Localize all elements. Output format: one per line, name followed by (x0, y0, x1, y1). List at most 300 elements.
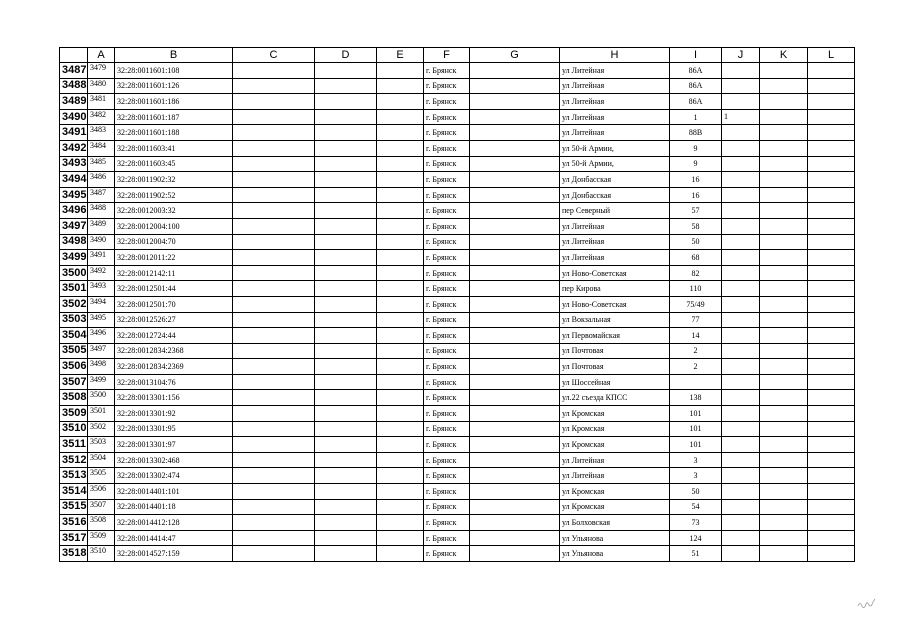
cell-j[interactable] (722, 203, 760, 219)
cell-f-city[interactable]: г. Брянск (424, 94, 470, 110)
row-number-cell[interactable]: 3518 (60, 546, 88, 562)
cell-d[interactable] (315, 203, 377, 219)
cell-e[interactable] (377, 78, 424, 94)
cell-c[interactable] (233, 437, 315, 453)
row-number-cell[interactable]: 3488 (60, 78, 88, 94)
cell-i-house-number[interactable]: 101 (670, 437, 722, 453)
cell-j[interactable] (722, 109, 760, 125)
cell-h-street[interactable]: ул Донбасская (560, 172, 670, 188)
cell-f-city[interactable]: г. Брянск (424, 218, 470, 234)
cell-j[interactable] (722, 125, 760, 141)
cell-e[interactable] (377, 187, 424, 203)
cell-g[interactable] (470, 94, 560, 110)
cell-l[interactable] (808, 390, 855, 406)
cell-d[interactable] (315, 390, 377, 406)
cell-h-street[interactable]: ул Кромская (560, 484, 670, 500)
cell-h-street[interactable]: ул 50-й Армии, (560, 156, 670, 172)
cell-i-house-number[interactable]: 54 (670, 499, 722, 515)
cell-g[interactable] (470, 203, 560, 219)
cell-i-house-number[interactable]: 86А (670, 94, 722, 110)
cell-j[interactable] (722, 296, 760, 312)
cell-c[interactable] (233, 234, 315, 250)
cell-g[interactable] (470, 109, 560, 125)
cell-e[interactable] (377, 406, 424, 422)
cell-f-city[interactable]: г. Брянск (424, 63, 470, 79)
cell-d[interactable] (315, 515, 377, 531)
cell-e[interactable] (377, 343, 424, 359)
cell-h-street[interactable]: ул Донбасская (560, 187, 670, 203)
cell-k[interactable] (760, 78, 808, 94)
cell-l[interactable] (808, 172, 855, 188)
cell-l[interactable] (808, 530, 855, 546)
cell-c[interactable] (233, 328, 315, 344)
cell-e[interactable] (377, 218, 424, 234)
cell-l[interactable] (808, 156, 855, 172)
cell-j[interactable] (722, 437, 760, 453)
row-number-cell[interactable]: 3490 (60, 109, 88, 125)
cell-j[interactable] (722, 343, 760, 359)
cell-a[interactable]: 3501 (88, 406, 115, 422)
cell-g[interactable] (470, 468, 560, 484)
cell-b-cadastral-number[interactable]: 32:28:0011902:32 (115, 172, 233, 188)
cell-k[interactable] (760, 390, 808, 406)
cell-d[interactable] (315, 94, 377, 110)
cell-b-cadastral-number[interactable]: 32:28:0011601:187 (115, 109, 233, 125)
cell-b-cadastral-number[interactable]: 32:28:0014401:101 (115, 484, 233, 500)
cell-d[interactable] (315, 187, 377, 203)
cell-b-cadastral-number[interactable]: 32:28:0012004:100 (115, 218, 233, 234)
row-number-cell[interactable]: 3489 (60, 94, 88, 110)
column-header-c[interactable]: C (233, 48, 315, 63)
cell-l[interactable] (808, 78, 855, 94)
cell-f-city[interactable]: г. Брянск (424, 421, 470, 437)
cell-e[interactable] (377, 452, 424, 468)
cell-a[interactable]: 3505 (88, 468, 115, 484)
cell-l[interactable] (808, 406, 855, 422)
cell-j[interactable] (722, 281, 760, 297)
cell-b-cadastral-number[interactable]: 32:28:0012004:70 (115, 234, 233, 250)
column-header-a[interactable]: A (88, 48, 115, 63)
cell-g[interactable] (470, 530, 560, 546)
row-number-cell[interactable]: 3517 (60, 530, 88, 546)
cell-l[interactable] (808, 468, 855, 484)
cell-b-cadastral-number[interactable]: 32:28:0011601:108 (115, 63, 233, 79)
cell-k[interactable] (760, 515, 808, 531)
cell-f-city[interactable]: г. Брянск (424, 78, 470, 94)
cell-e[interactable] (377, 234, 424, 250)
cell-b-cadastral-number[interactable]: 32:28:0011601:188 (115, 125, 233, 141)
cell-b-cadastral-number[interactable]: 32:28:0012011:22 (115, 250, 233, 266)
row-number-cell[interactable]: 3499 (60, 250, 88, 266)
cell-l[interactable] (808, 218, 855, 234)
cell-j[interactable] (722, 312, 760, 328)
cell-a[interactable]: 3480 (88, 78, 115, 94)
cell-b-cadastral-number[interactable]: 32:28:0013301:92 (115, 406, 233, 422)
column-header-h[interactable]: H (560, 48, 670, 63)
cell-f-city[interactable]: г. Брянск (424, 156, 470, 172)
cell-d[interactable] (315, 265, 377, 281)
cell-e[interactable] (377, 63, 424, 79)
cell-f-city[interactable]: г. Брянск (424, 530, 470, 546)
cell-l[interactable] (808, 140, 855, 156)
column-header-j[interactable]: J (722, 48, 760, 63)
cell-f-city[interactable]: г. Брянск (424, 172, 470, 188)
cell-c[interactable] (233, 499, 315, 515)
cell-l[interactable] (808, 109, 855, 125)
cell-h-street[interactable]: ул 50-й Армии, (560, 140, 670, 156)
cell-a[interactable]: 3502 (88, 421, 115, 437)
cell-e[interactable] (377, 484, 424, 500)
cell-f-city[interactable]: г. Брянск (424, 140, 470, 156)
cell-d[interactable] (315, 421, 377, 437)
cell-b-cadastral-number[interactable]: 32:28:0011601:126 (115, 78, 233, 94)
cell-j[interactable] (722, 421, 760, 437)
cell-d[interactable] (315, 234, 377, 250)
cell-f-city[interactable]: г. Брянск (424, 281, 470, 297)
cell-d[interactable] (315, 63, 377, 79)
cell-f-city[interactable]: г. Брянск (424, 328, 470, 344)
column-header-b[interactable]: B (115, 48, 233, 63)
cell-l[interactable] (808, 203, 855, 219)
cell-i-house-number[interactable]: 14 (670, 328, 722, 344)
cell-h-street[interactable]: ул Литейная (560, 250, 670, 266)
cell-h-street[interactable]: пер Северный (560, 203, 670, 219)
cell-e[interactable] (377, 530, 424, 546)
cell-a[interactable]: 3479 (88, 63, 115, 79)
cell-d[interactable] (315, 109, 377, 125)
cell-i-house-number[interactable]: 58 (670, 218, 722, 234)
cell-d[interactable] (315, 452, 377, 468)
cell-h-street[interactable]: ул Литейная (560, 109, 670, 125)
cell-h-street[interactable]: ул Кромская (560, 499, 670, 515)
cell-j[interactable] (722, 515, 760, 531)
cell-k[interactable] (760, 437, 808, 453)
cell-i-house-number[interactable]: 86А (670, 78, 722, 94)
cell-b-cadastral-number[interactable]: 32:28:0012142:11 (115, 265, 233, 281)
cell-k[interactable] (760, 156, 808, 172)
cell-k[interactable] (760, 187, 808, 203)
cell-d[interactable] (315, 468, 377, 484)
cell-e[interactable] (377, 281, 424, 297)
cell-d[interactable] (315, 546, 377, 562)
cell-e[interactable] (377, 359, 424, 375)
cell-a[interactable]: 3484 (88, 140, 115, 156)
cell-j[interactable] (722, 530, 760, 546)
cell-l[interactable] (808, 484, 855, 500)
cell-k[interactable] (760, 265, 808, 281)
cell-c[interactable] (233, 359, 315, 375)
cell-i-house-number[interactable]: 51 (670, 546, 722, 562)
row-number-cell[interactable]: 3510 (60, 421, 88, 437)
cell-l[interactable] (808, 374, 855, 390)
cell-j[interactable] (722, 234, 760, 250)
cell-j[interactable] (722, 156, 760, 172)
cell-d[interactable] (315, 374, 377, 390)
cell-e[interactable] (377, 312, 424, 328)
cell-k[interactable] (760, 94, 808, 110)
cell-j[interactable] (722, 94, 760, 110)
cell-h-street[interactable]: ул Ново-Советская (560, 296, 670, 312)
cell-k[interactable] (760, 281, 808, 297)
column-header-i[interactable]: I (670, 48, 722, 63)
cell-c[interactable] (233, 421, 315, 437)
cell-c[interactable] (233, 281, 315, 297)
cell-b-cadastral-number[interactable]: 32:28:0012501:70 (115, 296, 233, 312)
cell-a[interactable]: 3508 (88, 515, 115, 531)
cell-f-city[interactable]: г. Брянск (424, 468, 470, 484)
cell-h-street[interactable]: ул Кромская (560, 421, 670, 437)
cell-h-street[interactable]: ул Литейная (560, 468, 670, 484)
cell-c[interactable] (233, 250, 315, 266)
cell-l[interactable] (808, 437, 855, 453)
row-number-cell[interactable]: 3487 (60, 63, 88, 79)
row-number-cell[interactable]: 3495 (60, 187, 88, 203)
cell-g[interactable] (470, 437, 560, 453)
cell-b-cadastral-number[interactable]: 32:28:0014414:47 (115, 530, 233, 546)
cell-h-street[interactable]: ул Ульянова (560, 546, 670, 562)
cell-g[interactable] (470, 546, 560, 562)
cell-d[interactable] (315, 406, 377, 422)
row-number-cell[interactable]: 3497 (60, 218, 88, 234)
cell-f-city[interactable]: г. Брянск (424, 125, 470, 141)
cell-l[interactable] (808, 94, 855, 110)
cell-j[interactable] (722, 218, 760, 234)
cell-f-city[interactable]: г. Брянск (424, 203, 470, 219)
row-number-cell[interactable]: 3509 (60, 406, 88, 422)
cell-b-cadastral-number[interactable]: 32:28:0014401:18 (115, 499, 233, 515)
cell-j[interactable] (722, 250, 760, 266)
cell-c[interactable] (233, 343, 315, 359)
row-number-cell[interactable]: 3513 (60, 468, 88, 484)
cell-h-street[interactable]: ул Шоссейная (560, 374, 670, 390)
cell-e[interactable] (377, 296, 424, 312)
cell-k[interactable] (760, 234, 808, 250)
cell-c[interactable] (233, 140, 315, 156)
cell-a[interactable]: 3495 (88, 312, 115, 328)
cell-l[interactable] (808, 125, 855, 141)
cell-c[interactable] (233, 312, 315, 328)
cell-j[interactable] (722, 359, 760, 375)
cell-l[interactable] (808, 250, 855, 266)
cell-l[interactable] (808, 265, 855, 281)
cell-k[interactable] (760, 172, 808, 188)
cell-b-cadastral-number[interactable]: 32:28:0013301:156 (115, 390, 233, 406)
cell-b-cadastral-number[interactable]: 32:28:0014527:159 (115, 546, 233, 562)
cell-j[interactable] (722, 546, 760, 562)
cell-f-city[interactable]: г. Брянск (424, 109, 470, 125)
cell-j[interactable] (722, 452, 760, 468)
cell-a[interactable]: 3490 (88, 234, 115, 250)
cell-k[interactable] (760, 203, 808, 219)
cell-e[interactable] (377, 499, 424, 515)
cell-d[interactable] (315, 218, 377, 234)
cell-a[interactable]: 3497 (88, 343, 115, 359)
cell-i-house-number[interactable]: 16 (670, 187, 722, 203)
column-header-g[interactable]: G (470, 48, 560, 63)
cell-l[interactable] (808, 281, 855, 297)
cell-j[interactable] (722, 484, 760, 500)
cell-b-cadastral-number[interactable]: 32:28:0011902:52 (115, 187, 233, 203)
cell-k[interactable] (760, 499, 808, 515)
row-number-cell[interactable]: 3500 (60, 265, 88, 281)
cell-l[interactable] (808, 234, 855, 250)
row-number-cell[interactable]: 3512 (60, 452, 88, 468)
cell-h-street[interactable]: ул Литейная (560, 234, 670, 250)
row-number-cell[interactable]: 3511 (60, 437, 88, 453)
cell-h-street[interactable]: ул Ново-Советская (560, 265, 670, 281)
cell-c[interactable] (233, 530, 315, 546)
cell-g[interactable] (470, 63, 560, 79)
cell-a[interactable]: 3507 (88, 499, 115, 515)
row-number-cell[interactable]: 3494 (60, 172, 88, 188)
cell-d[interactable] (315, 484, 377, 500)
cell-f-city[interactable]: г. Брянск (424, 250, 470, 266)
cell-b-cadastral-number[interactable]: 32:28:0013104:76 (115, 374, 233, 390)
cell-l[interactable] (808, 187, 855, 203)
cell-e[interactable] (377, 328, 424, 344)
column-header-l[interactable]: L (808, 48, 855, 63)
cell-b-cadastral-number[interactable]: 32:28:0012834:2369 (115, 359, 233, 375)
cell-f-city[interactable]: г. Брянск (424, 390, 470, 406)
cell-c[interactable] (233, 156, 315, 172)
cell-k[interactable] (760, 406, 808, 422)
cell-g[interactable] (470, 187, 560, 203)
cell-h-street[interactable]: ул Кромская (560, 406, 670, 422)
cell-k[interactable] (760, 421, 808, 437)
cell-g[interactable] (470, 499, 560, 515)
cell-l[interactable] (808, 359, 855, 375)
cell-c[interactable] (233, 452, 315, 468)
cell-i-house-number[interactable] (670, 374, 722, 390)
cell-g[interactable] (470, 140, 560, 156)
cell-d[interactable] (315, 250, 377, 266)
cell-d[interactable] (315, 359, 377, 375)
cell-g[interactable] (470, 328, 560, 344)
cell-i-house-number[interactable]: 2 (670, 343, 722, 359)
cell-a[interactable]: 3481 (88, 94, 115, 110)
cell-k[interactable] (760, 125, 808, 141)
cell-j[interactable] (722, 406, 760, 422)
row-number-cell[interactable]: 3502 (60, 296, 88, 312)
cell-f-city[interactable]: г. Брянск (424, 452, 470, 468)
cell-c[interactable] (233, 63, 315, 79)
cell-b-cadastral-number[interactable]: 32:28:0011603:45 (115, 156, 233, 172)
cell-f-city[interactable]: г. Брянск (424, 484, 470, 500)
cell-e[interactable] (377, 94, 424, 110)
cell-g[interactable] (470, 343, 560, 359)
cell-e[interactable] (377, 265, 424, 281)
row-number-cell[interactable]: 3498 (60, 234, 88, 250)
cell-i-house-number[interactable]: 101 (670, 406, 722, 422)
cell-g[interactable] (470, 484, 560, 500)
cell-i-house-number[interactable]: 2 (670, 359, 722, 375)
cell-c[interactable] (233, 390, 315, 406)
cell-j[interactable] (722, 468, 760, 484)
cell-a[interactable]: 3491 (88, 250, 115, 266)
cell-j[interactable] (722, 172, 760, 188)
cell-c[interactable] (233, 109, 315, 125)
cell-g[interactable] (470, 234, 560, 250)
cell-i-house-number[interactable]: 68 (670, 250, 722, 266)
cell-j[interactable] (722, 328, 760, 344)
cell-d[interactable] (315, 140, 377, 156)
cell-d[interactable] (315, 281, 377, 297)
cell-b-cadastral-number[interactable]: 32:28:0012003:32 (115, 203, 233, 219)
row-number-cell[interactable]: 3496 (60, 203, 88, 219)
cell-a[interactable]: 3504 (88, 452, 115, 468)
cell-l[interactable] (808, 515, 855, 531)
cell-k[interactable] (760, 374, 808, 390)
cell-a[interactable]: 3493 (88, 281, 115, 297)
cell-i-house-number[interactable]: 16 (670, 172, 722, 188)
cell-b-cadastral-number[interactable]: 32:28:0012501:44 (115, 281, 233, 297)
cell-i-house-number[interactable]: 101 (670, 421, 722, 437)
cell-g[interactable] (470, 374, 560, 390)
cell-h-street[interactable]: ул Литейная (560, 78, 670, 94)
column-header-k[interactable]: K (760, 48, 808, 63)
cell-c[interactable] (233, 374, 315, 390)
row-number-cell[interactable]: 3508 (60, 390, 88, 406)
cell-f-city[interactable]: г. Брянск (424, 515, 470, 531)
cell-d[interactable] (315, 499, 377, 515)
cell-k[interactable] (760, 312, 808, 328)
cell-h-street[interactable]: ул Кромская (560, 437, 670, 453)
cell-f-city[interactable]: г. Брянск (424, 406, 470, 422)
row-number-cell[interactable]: 3501 (60, 281, 88, 297)
cell-c[interactable] (233, 218, 315, 234)
cell-i-house-number[interactable]: 138 (670, 390, 722, 406)
cell-e[interactable] (377, 421, 424, 437)
cell-b-cadastral-number[interactable]: 32:28:0013301:97 (115, 437, 233, 453)
cell-h-street[interactable]: ул.22 съезда КПСС (560, 390, 670, 406)
cell-f-city[interactable]: г. Брянск (424, 296, 470, 312)
row-number-cell[interactable]: 3491 (60, 125, 88, 141)
cell-k[interactable] (760, 63, 808, 79)
cell-l[interactable] (808, 546, 855, 562)
row-number-cell[interactable]: 3506 (60, 359, 88, 375)
cell-h-street[interactable]: ул Ульянова (560, 530, 670, 546)
cell-g[interactable] (470, 515, 560, 531)
cell-e[interactable] (377, 172, 424, 188)
cell-h-street[interactable]: ул Литейная (560, 63, 670, 79)
row-number-cell[interactable]: 3493 (60, 156, 88, 172)
cell-k[interactable] (760, 250, 808, 266)
cell-i-house-number[interactable]: 57 (670, 203, 722, 219)
cell-i-house-number[interactable]: 124 (670, 530, 722, 546)
cell-d[interactable] (315, 312, 377, 328)
cell-a[interactable]: 3500 (88, 390, 115, 406)
cell-d[interactable] (315, 78, 377, 94)
cell-d[interactable] (315, 125, 377, 141)
cell-b-cadastral-number[interactable]: 32:28:0012834:2368 (115, 343, 233, 359)
cell-k[interactable] (760, 343, 808, 359)
cell-h-street[interactable]: ул Первомайская (560, 328, 670, 344)
cell-c[interactable] (233, 125, 315, 141)
cell-d[interactable] (315, 172, 377, 188)
row-number-cell[interactable]: 3507 (60, 374, 88, 390)
cell-g[interactable] (470, 218, 560, 234)
cell-b-cadastral-number[interactable]: 32:28:0014412:128 (115, 515, 233, 531)
cell-e[interactable] (377, 109, 424, 125)
cell-c[interactable] (233, 187, 315, 203)
cell-j[interactable] (722, 187, 760, 203)
cell-e[interactable] (377, 515, 424, 531)
row-number-cell[interactable]: 3504 (60, 328, 88, 344)
cell-k[interactable] (760, 452, 808, 468)
cell-k[interactable] (760, 484, 808, 500)
cell-c[interactable] (233, 468, 315, 484)
cell-a[interactable]: 3485 (88, 156, 115, 172)
